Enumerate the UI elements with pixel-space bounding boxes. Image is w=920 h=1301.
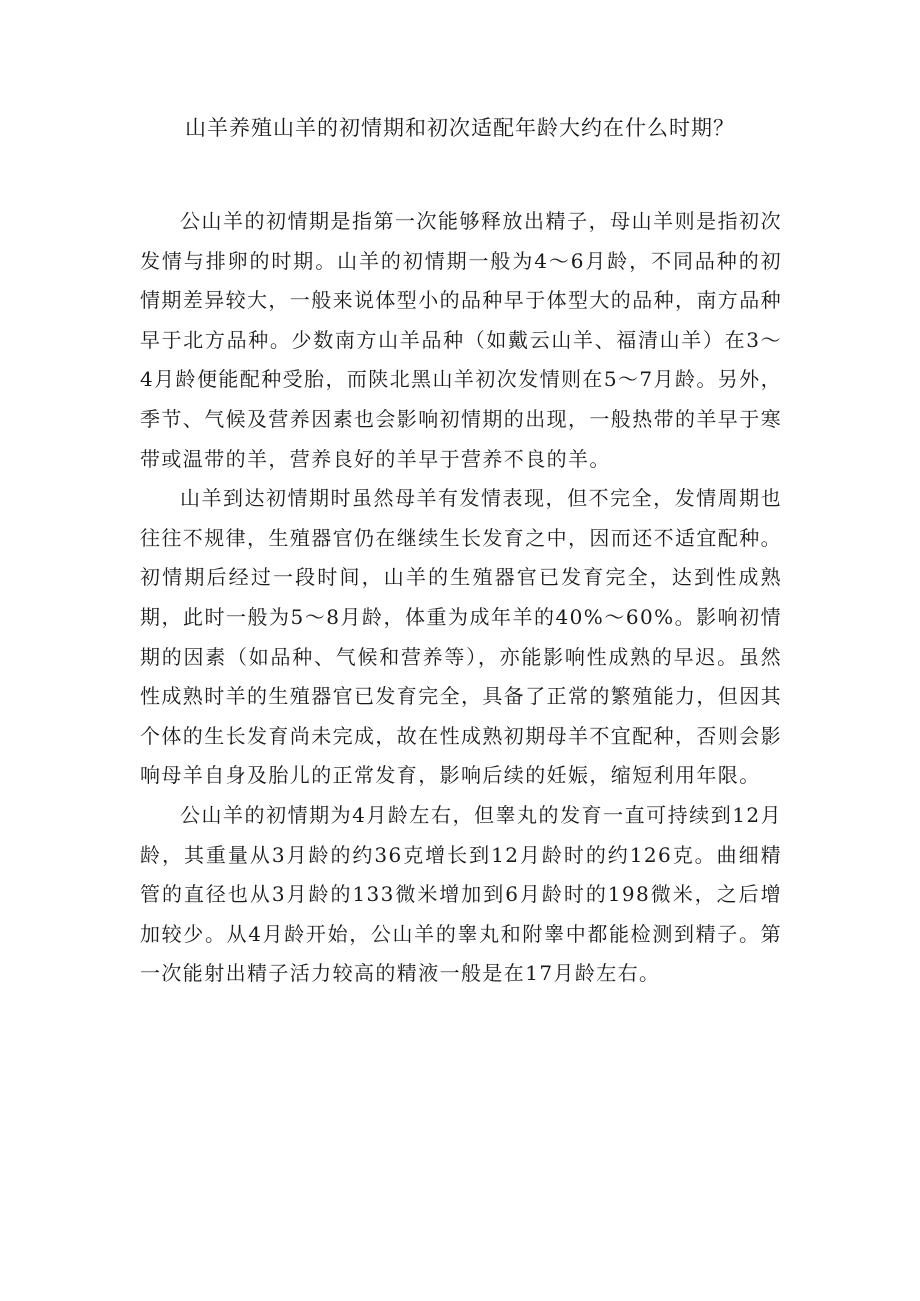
document-body — [140, 202, 782, 994]
document-title: 山羊养殖山羊的初情期和初次适配年龄大约在什么时期？ — [185, 116, 735, 140]
paragraph-1: 公山羊的初情期是指第一次能够释放出精子，母山羊则是指初次发情与排卵的时期。山羊的初情期一般为4～6月龄，不同品种的初情期差异较大，一般来说体型小的品种早于体型大的品种，南方品种早于北方品种。少数南方山羊品种（如戴云山羊、福清山羊）在3～4月龄便能配种受胎，而陕北黑山羊初次发情则在5～7月龄。另外，季节、气候及营养因素也会影响初情期的出现，一般热带的羊早于寒带或温带的羊，营养良好的羊早于营养不良的羊。 — [140, 209, 782, 471]
paragraph-2: 山羊到达初情期时虽然母羊有发情表现，但不完全，发情周期也往往不规律，生殖器官仍在继续生长发育之中，因而还不适宜配种。初情期后经过一段时间，山羊的生殖器官已发育完全，达到性成熟期，此时一般为5～8月龄，体重为成年羊的40%～60%。影响初情期的因素（如品种、气候和营养等），亦能影响性成熟的早迟。虽然性成熟时羊的生殖器官已发育完全，具备了正常的繁殖能力，但因其个体的生长发育尚未完成，故在性成熟初期母羊不宜配种，否则会影响母羊自身及胎儿的正常发育，影响后续的妊娠，缩短利用年限。 — [140, 486, 782, 788]
paragraph-3: 公山羊的初情期为4月龄左右，但睾丸的发育一直可持续到12月龄，其重量从3月龄的约36克增长到12月龄时的约126克。曲细精管的直径也从3月龄的133微米增加到6月龄时的198微米，之后增加较少。从4月龄开始，公山羊的睾丸和附睾中都能检测到精子。第一次能射出精子活力较高的精液一般是在17月龄左右。 — [140, 802, 782, 986]
